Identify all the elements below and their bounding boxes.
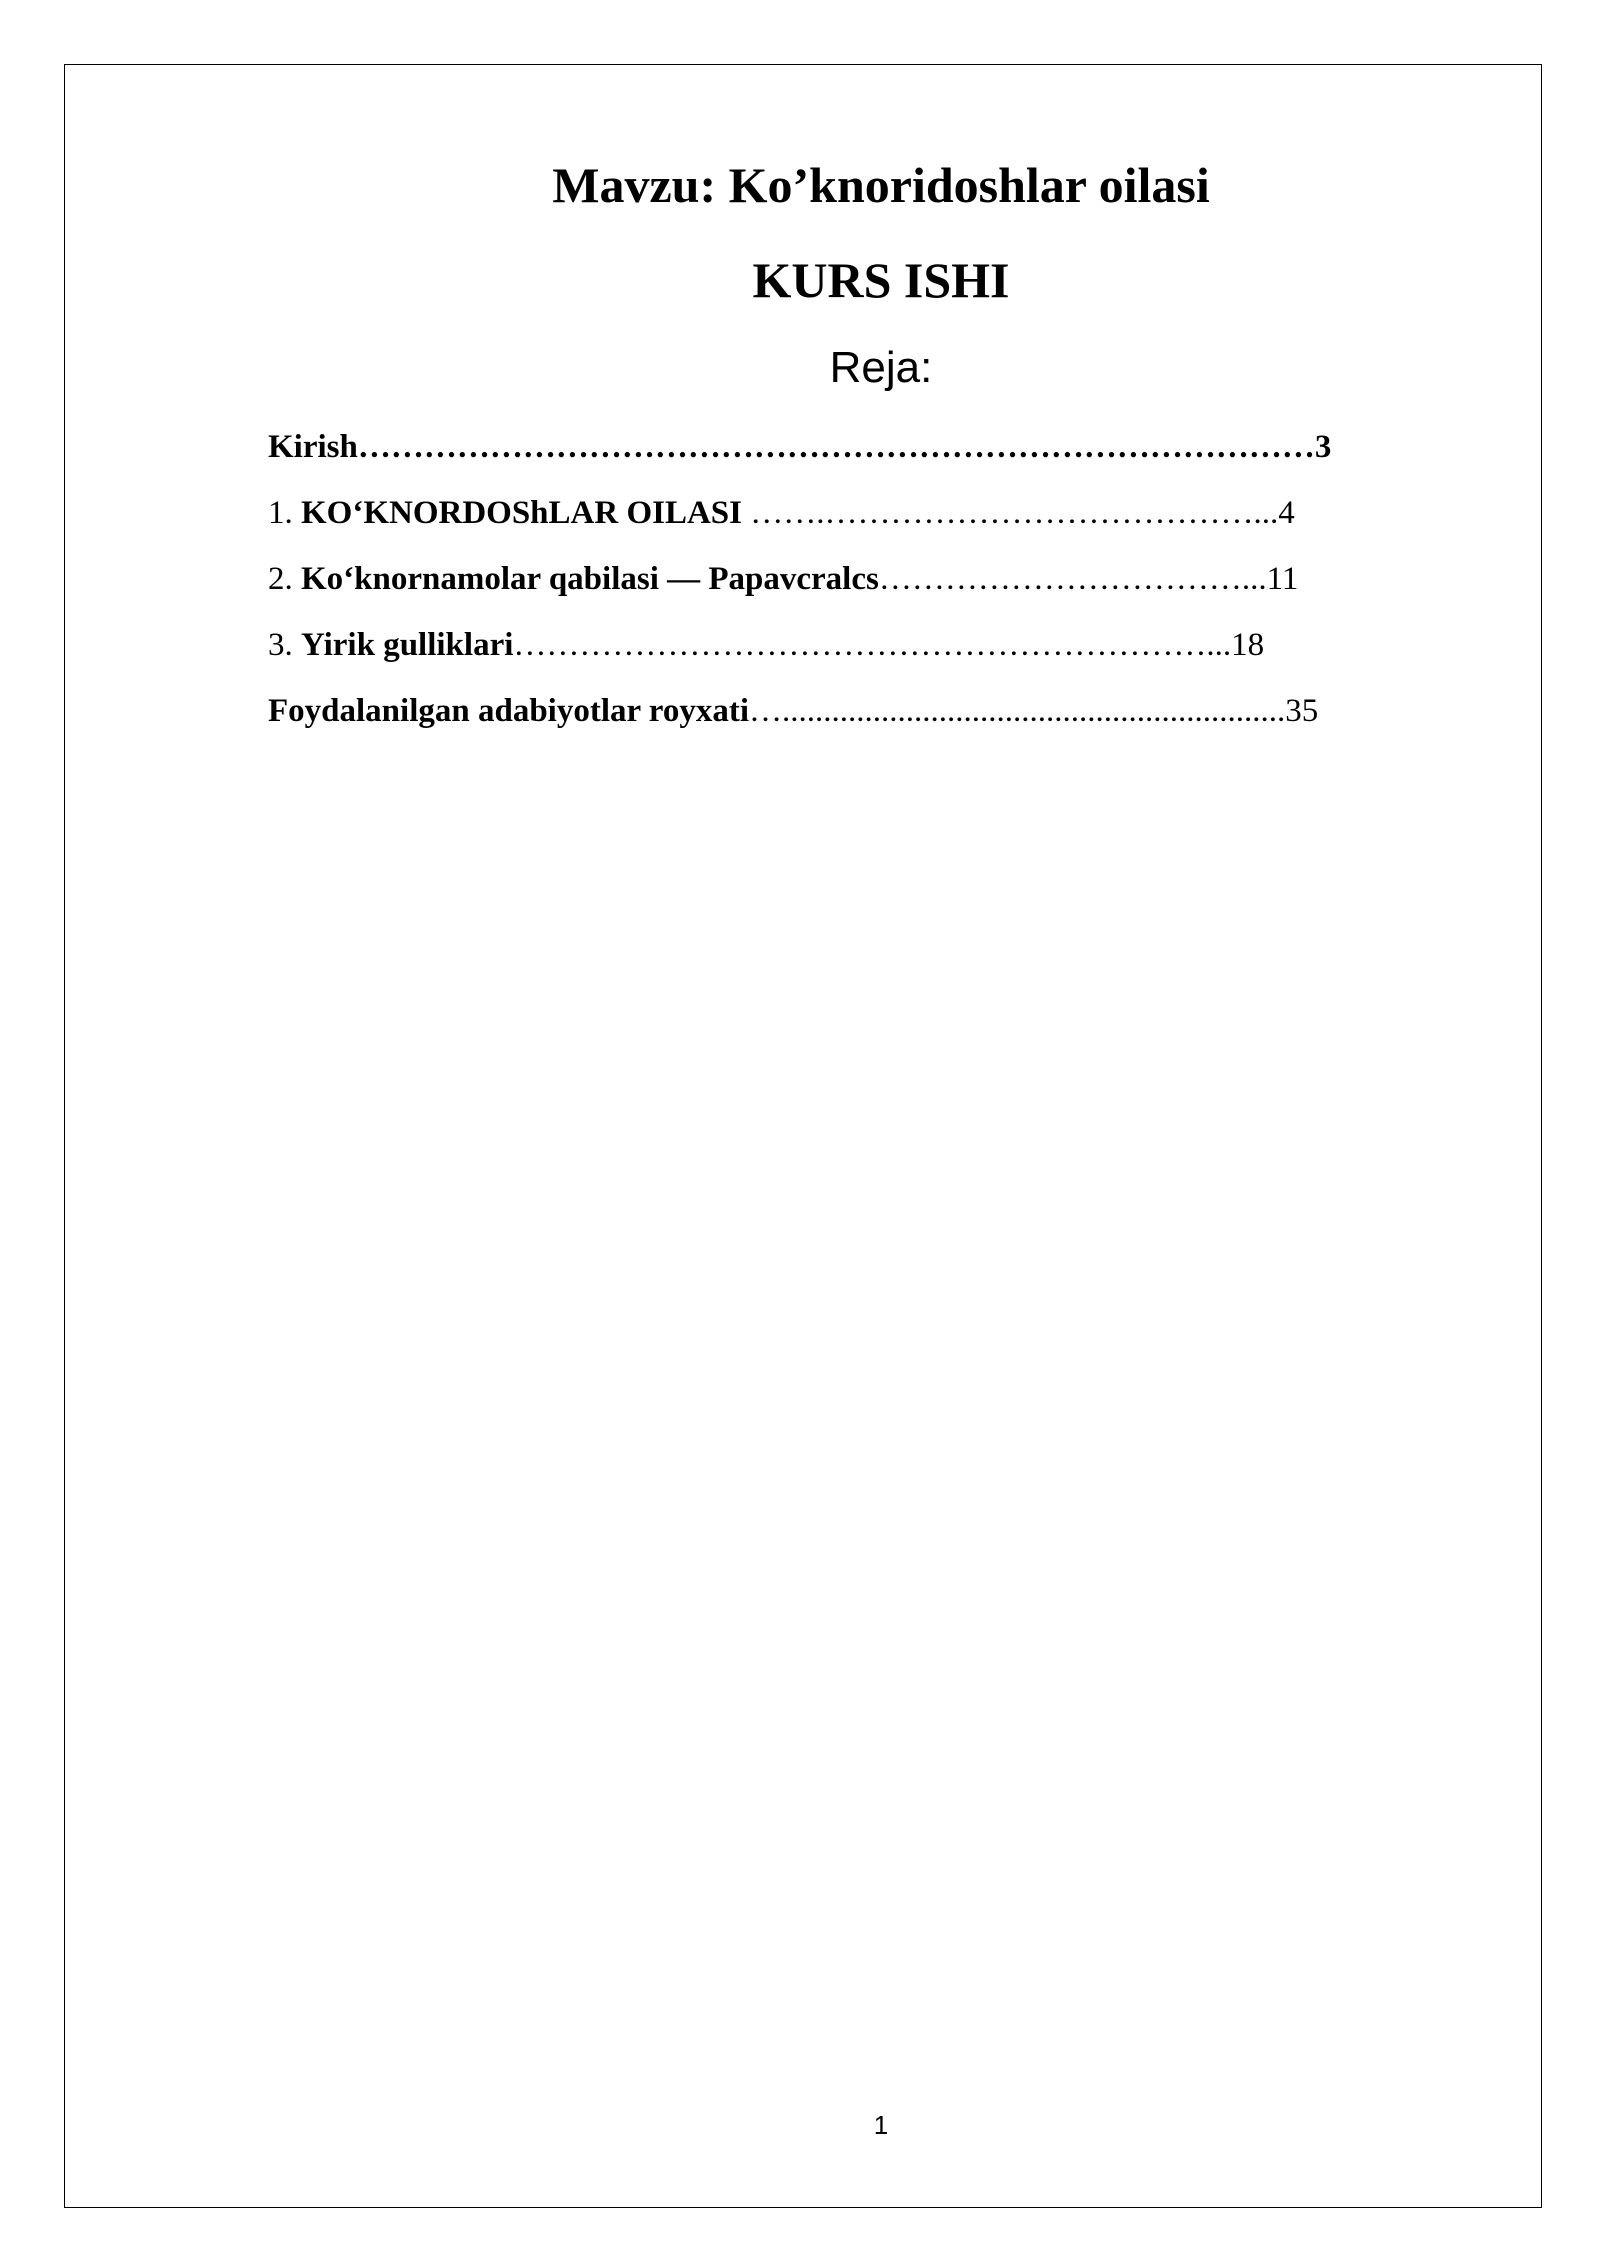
toc-entry-page: 4	[1278, 495, 1295, 531]
toc-entry-leader: ….............................................................	[749, 693, 1286, 729]
toc-entry-kirish	[268, 422, 1498, 488]
toc-entry-references	[268, 686, 1498, 752]
toc-entry-label: Yirik gulliklari	[301, 627, 514, 663]
toc-entry-chapter-1	[268, 488, 1498, 554]
plan-heading: Reja:	[829, 343, 933, 392]
toc-entry-page: 18	[1231, 627, 1265, 663]
toc-entry-leader: …….…………………………………...	[742, 495, 1279, 531]
toc-entry-chapter-2	[268, 554, 1498, 620]
toc-entry-label: KO‘KNORDOShLAR OILASI	[301, 495, 743, 531]
toc-entry-number: 1.	[268, 495, 301, 531]
toc-entry-number: 2.	[268, 561, 301, 597]
toc-entry-label: Ko‘knornamolar qabilasi — Papavcralcs	[301, 561, 879, 597]
toc-entry-page: 11	[1266, 561, 1299, 597]
course-title: KURS ISHI	[752, 252, 1010, 308]
toc-entry-number: 3.	[268, 627, 301, 663]
page-number: 1	[873, 2110, 889, 2140]
toc-entry-page: 3	[1314, 429, 1332, 465]
toc-entry-leader: ………………………………………………………...	[513, 627, 1232, 663]
toc-entry-leader: ……………………………...	[878, 561, 1267, 597]
toc-entry-page: 35	[1285, 693, 1319, 729]
toc-entry-label: Foydalanilgan adabiyotlar royxati	[268, 693, 750, 729]
toc-entry-chapter-3	[268, 620, 1498, 686]
topic-title: Mavzu: Ko’knoridoshlar oilasi	[552, 157, 1210, 213]
table-of-contents	[268, 422, 1498, 752]
toc-entry-leader: ……………………………………………………………………………	[357, 429, 1315, 465]
toc-entry-label: Kirish	[268, 429, 358, 465]
